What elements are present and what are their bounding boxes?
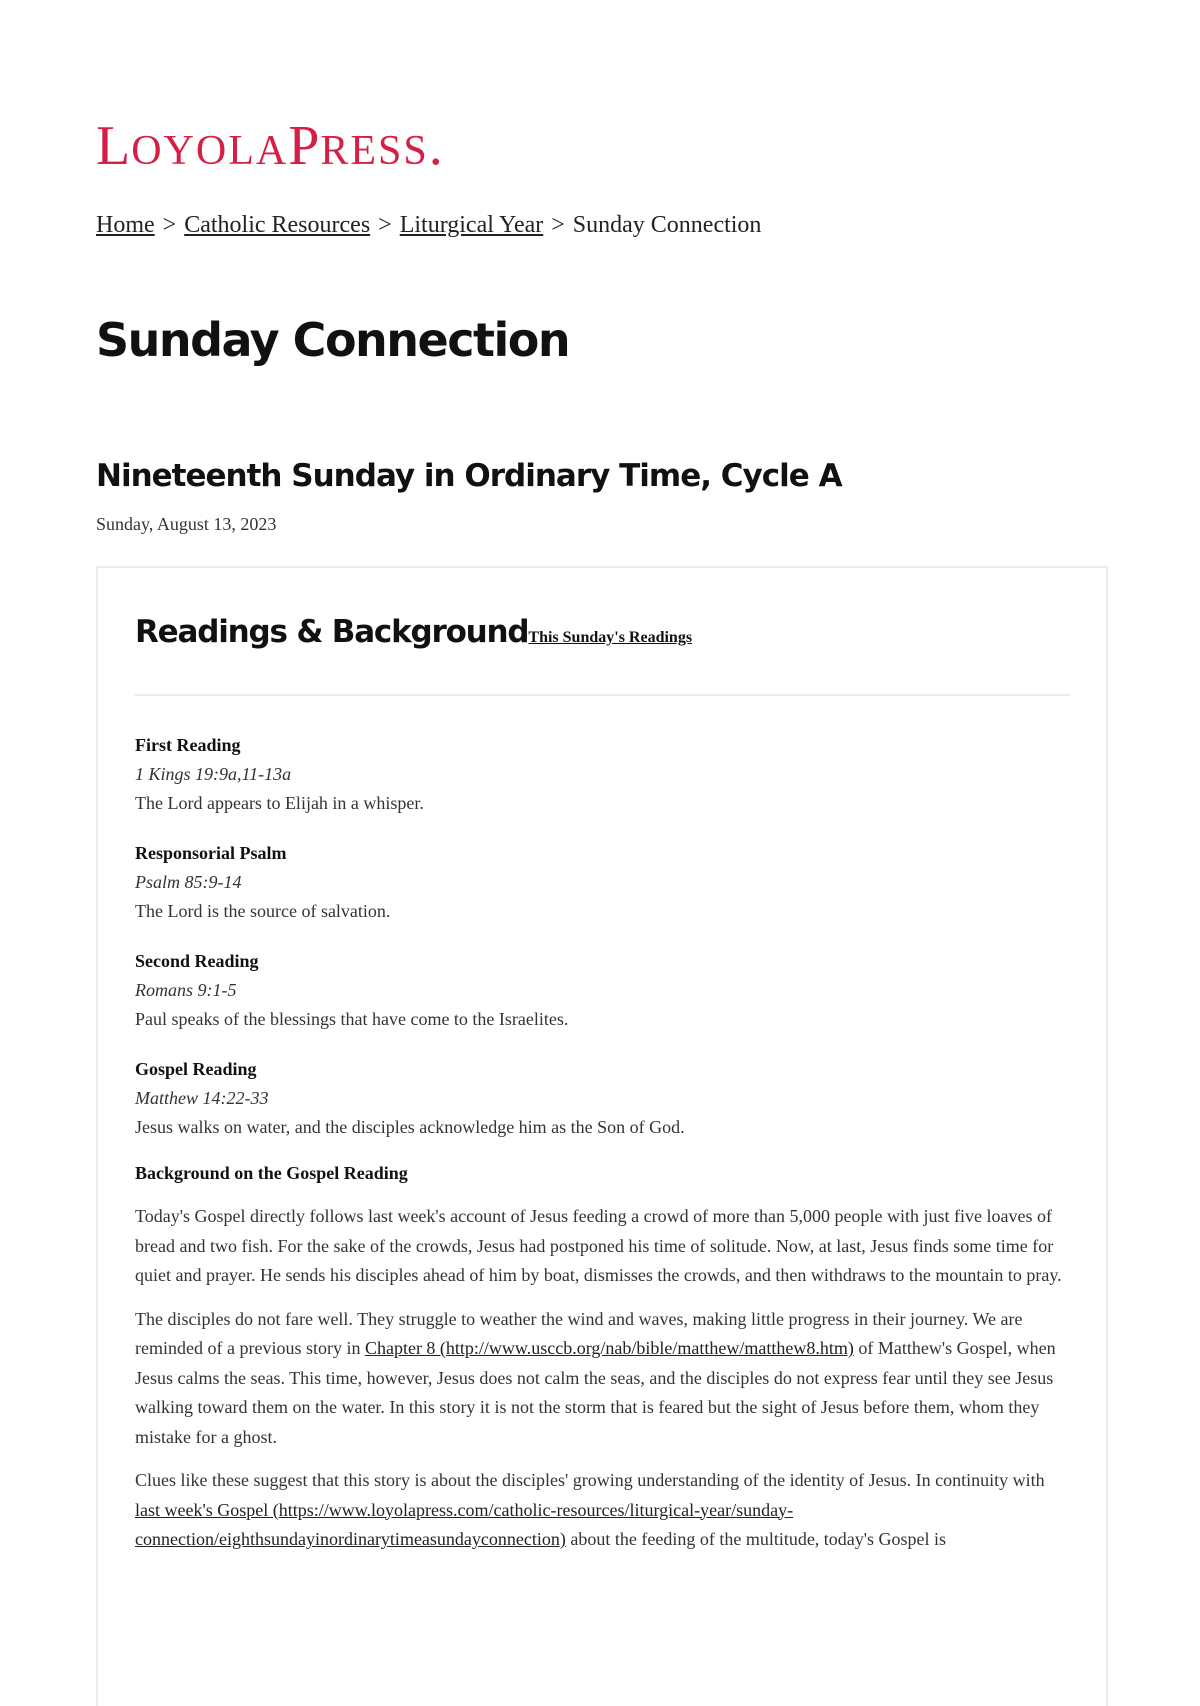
reading-description: Jesus walks on water, and the disciples acknowledge him as the Son of God. [135, 1117, 685, 1137]
breadcrumb-current: Sunday Connection [572, 212, 762, 238]
divider [135, 694, 1071, 696]
this-sundays-readings-link[interactable]: This Sunday's Readings [528, 629, 693, 646]
breadcrumb-catholic-resources[interactable]: Catholic Resources [184, 212, 371, 238]
paragraph-text: of Matthew's Gospel, when Jesus calms the seas. This time, however, Jesus does not calm the seas, and the disciples do not express fear until they see Jesus walking toward them on the water. In this story it is not the storm that is feared but the sight of Jesus before them, whom they mistake for a ghost. [135, 1338, 1056, 1447]
breadcrumb [96, 210, 761, 240]
logo-dot: . [428, 115, 444, 177]
reading-citation: Romans 9:1-5 [135, 980, 237, 1000]
reading-label: Responsorial Psalm [135, 843, 287, 863]
logo-letters: OYOLA [131, 128, 289, 174]
card-header [135, 614, 692, 650]
breadcrumb-separator: > [162, 212, 177, 238]
reading-description: The Lord appears to Elijah in a whisper. [135, 793, 424, 813]
logo-letters: RESS [320, 128, 429, 174]
reading-psalm [135, 838, 1071, 926]
breadcrumb-home[interactable]: Home [96, 212, 155, 238]
background-paragraph [135, 1305, 1071, 1453]
last-weeks-gospel-link[interactable]: last week's Gospel (https://www.loyolapress.com/catholic-resources/liturgical-year/sunday-connection/eighthsundayinordinarytimeasundayconnection) [135, 1499, 794, 1549]
reading-citation: 1 Kings 19:9a,11-13a [135, 764, 292, 784]
sunday-date: Sunday, August 13, 2023 [96, 514, 277, 534]
breadcrumb-separator: > [551, 212, 565, 238]
reading-description: Paul speaks of the blessings that have come to the Israelites. [135, 1009, 569, 1029]
reading-second [135, 946, 1071, 1034]
paragraph-text: Clues like these suggest that this story is about the disciples' growing understanding of the identity of Jesus. In continuity with [135, 1470, 1045, 1490]
paragraph-text: The disciples do not fare well. They struggle to weather the wind and waves, making little progress in their journey. We are reminded of a previous story in [135, 1308, 1023, 1358]
logo-letter: L [96, 115, 132, 177]
breadcrumb-liturgical-year[interactable]: Liturgical Year [399, 212, 544, 238]
page-title: Sunday Connection [96, 313, 570, 367]
sunday-title: Nineteenth Sunday in Ordinary Time, Cycle A [96, 458, 842, 494]
readings-list [135, 730, 1071, 1569]
card-heading: Readings & Background [135, 614, 529, 650]
loyola-press-logo[interactable] [96, 115, 444, 177]
readings-card [96, 566, 1108, 1706]
reading-first [135, 730, 1071, 818]
reading-citation: Matthew 14:22-33 [135, 1088, 269, 1108]
background-paragraph [135, 1466, 1071, 1555]
background-paragraph: Today's Gospel directly follows last week's account of Jesus feeding a crowd of more than 5,000 people with just five loaves of bread and two fish. For the sake of the crowds, Jesus had postponed his time of solitude. Now, at last, Jesus finds some time for quiet and prayer. He sends his disciples ahead of him by boat, dismisses the crowds, and then withdraws to the mountain to pray. [135, 1206, 1062, 1285]
reading-label: First Reading [135, 735, 241, 755]
paragraph-text: about the feeding of the multitude, today's Gospel is [565, 1529, 947, 1549]
reading-label: Second Reading [135, 951, 259, 971]
chapter-8-link[interactable]: Chapter 8 (http://www.usccb.org/nab/bible/matthew/matthew8.htm) [364, 1338, 854, 1358]
logo-letter: P [288, 115, 321, 177]
background-heading: Background on the Gospel Reading [135, 1163, 408, 1183]
breadcrumb-separator: > [378, 212, 392, 238]
reading-citation: Psalm 85:9-14 [135, 872, 242, 892]
reading-gospel [135, 1054, 1071, 1142]
reading-label: Gospel Reading [135, 1059, 257, 1079]
reading-description: The Lord is the source of salvation. [135, 901, 391, 921]
